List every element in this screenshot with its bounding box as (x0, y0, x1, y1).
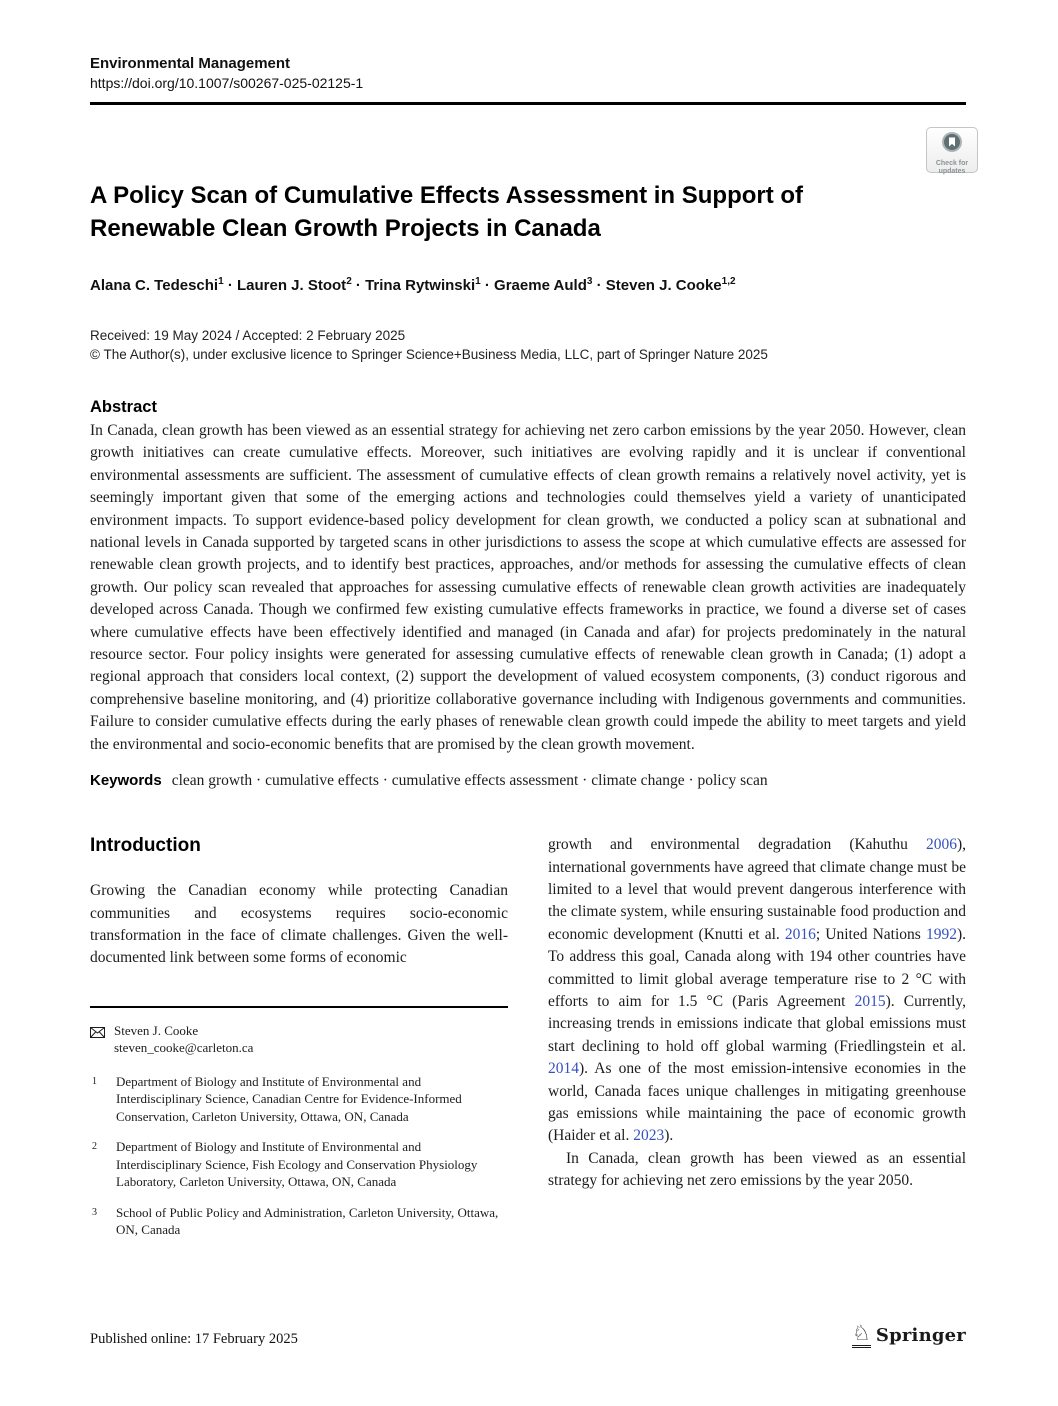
citation-link[interactable]: 2014 (548, 1060, 579, 1078)
correspondence-email[interactable]: steven_cooke@carleton.ca (114, 1040, 254, 1056)
text-segment: Lauren J. Stoot (237, 277, 347, 294)
citation-link[interactable]: 2016 (784, 925, 816, 943)
affiliation-superscript: 2 (346, 276, 352, 287)
received-accepted-line: Received: 19 May 2024 / Accepted: 2 February 2025 (90, 328, 406, 343)
article-meta (90, 326, 966, 364)
abstract-heading: Abstract (90, 398, 157, 416)
text-segment: · (592, 277, 606, 294)
affiliation-item (90, 1204, 508, 1239)
text-segment: · (351, 277, 366, 294)
abstract-section (90, 396, 966, 792)
springer-horse-icon: ♘ (852, 1323, 871, 1348)
affiliation-sup: 3 (92, 1206, 97, 1218)
affiliation-superscript: 3 (586, 276, 593, 287)
affiliation-superscript: 1 (218, 276, 224, 287)
citation-link[interactable]: 2023 (633, 1127, 665, 1145)
check-for-updates-badge[interactable] (926, 127, 978, 173)
text-segment: Graeme Auld (494, 277, 587, 294)
text-segment: ; United Nations (815, 925, 926, 943)
text-segment: Steven J. Cooke (605, 277, 722, 294)
check-for-updates-label: Check for updates (935, 160, 969, 175)
affiliation-text: School of Public Policy and Administration, Carleton University, Ottawa, ON, Canada (116, 1204, 499, 1238)
published-online: Published online: 17 February 2025 (90, 1331, 298, 1347)
page-header (90, 54, 966, 105)
text-segment: ). To address this goal, Canada along with 194 other countries have committed to limit global average temperature rise to 2 °C with efforts to aim for 1.5 °C (Paris Agreement (548, 925, 966, 1010)
keywords-text: clean growth · cumulative effects · cumulative effects assessment · climate change · policy scan (171, 772, 768, 790)
header-rule (90, 102, 966, 105)
copyright-line: © The Author(s), under exclusive licence to Springer Science+Business Media, LLC, part of Springer Nature 2025 (90, 347, 768, 362)
email-envelope-icon (90, 1022, 105, 1057)
correspondence-name: Steven J. Cooke (114, 1022, 199, 1038)
article-title-line-1: A Policy Scan of Cumulative Effects Assessment in Support of (90, 182, 804, 209)
affiliation-superscript: 1,2 (721, 276, 736, 287)
affiliation-text: Department of Biology and Institute of Environmental and Interdisciplinary Science, Canadian Centre for Evidence-Informed Conservation, Carleton University, Ottawa, ON, Canada (116, 1073, 462, 1124)
footnote-block (90, 1006, 508, 1239)
footnote-rule (90, 1006, 508, 1008)
citation-link[interactable]: 2006 (925, 836, 957, 854)
correspondence-block (90, 1022, 508, 1057)
keywords-label: Keywords (90, 772, 162, 790)
article-title-line-2: Renewable Clean Growth Projects in Canada (90, 215, 601, 242)
text-segment: ). As one of the most emission-intensive economies in the world, Canada faces unique challenges in mitigating greenhouse gas emissions while maintaining the pace of economic growth (Haider et al. (548, 1060, 966, 1145)
affiliation-text: Department of Biology and Institute of Environmental and Interdisciplinary Science, Fish Ecology and Conservation Physiology Laboratory, Carleton University, Ottawa, ON, Canada (116, 1139, 478, 1190)
doi-link[interactable]: https://doi.org/10.1007/s00267-025-02125-1 (90, 75, 364, 91)
affiliation-item (90, 1138, 508, 1191)
affiliation-sup: 1 (92, 1075, 97, 1087)
text-segment: ). Currently, increasing trends in emissions indicate that global emissions must start declining to hold off global warming (Friedlingstein et al. (548, 992, 967, 1055)
text-segment: ). (664, 1127, 674, 1145)
affiliation-sup: 2 (92, 1141, 97, 1153)
text-segment: · (223, 277, 237, 294)
intro-paragraph-right (548, 834, 966, 1148)
page-footer (90, 1323, 966, 1348)
keywords-line (90, 770, 966, 792)
springer-logo (852, 1323, 966, 1348)
intro-paragraph-right-2: In Canada, clean growth has been viewed as an essential strategy for achieving net zero emissions by the year 2050. (548, 1149, 966, 1190)
citation-link[interactable]: 2015 (854, 992, 886, 1010)
section-heading-introduction: Introduction (90, 835, 201, 857)
text-segment: ), international governments have agreed that climate change must be limited to a level that would prevent dangerous interference with the climate system, while ensuring sustainable food production and economic development (Knutti et al. (548, 836, 966, 943)
text-segment: · (480, 277, 495, 294)
abstract-body: In Canada, clean growth has been viewed as an essential strategy for achieving net zero carbon emissions by the year 2050. However, clean growth initiatives can create cumulative effects. Moreover, such initiatives are evolving rapidly and it is unclear if conventional environmental assessments are sufficient. The assessment of cumulative effects of clean growth remains a relatively novel activity, yet is seemingly important given that some of the emerging actions and technologies could themselves yield a variety of unanticipated environment impacts. To support evidence-based policy development for clean growth, we conducted a policy scan at subnational and national levels in Canada supported by targeted scans in other jurisdictions to assess the scope at which cumulative effects are assessed for renewable clean growth projects, and to identify best practices, approaches, and/or methods for assessing the cumulative effects of clean growth. Our policy scan revealed that approaches for assessing cumulative effects of renewable clean growth activities are inadequately developed across Canada. Though we confirmed few existing cumulative effects frameworks in practice, we found a diverse set of cases where cumulative effects have been effectively identified and managed (in Canada and afar) for projects predominately in the natural resource sector. Four policy insights were generated for assessing cumulative effects of renewable clean growth in Canada; (1) adopt a regional approach that considers local context, (2) support the development of valued ecosystem components, (3) conduct rigorous and comprehensive baseline monitoring, and (4) prioritize collaborative governance including with Indigenous governments and communities. Failure to consider cumulative effects during the early phases of renewable clean growth could impede the ability to meet targets and yield the environmental and socio-economic benefits that are promised by the clean growth movement. (90, 422, 966, 753)
text-segment: growth and environmental degradation (Kahuthu (548, 836, 926, 854)
right-column (548, 834, 966, 1252)
text-segment: Trina Rytwinski (365, 277, 476, 294)
springer-wordmark: Springer (875, 1325, 966, 1346)
journal-name: Environmental Management (90, 55, 291, 72)
article-title (90, 179, 966, 245)
intro-paragraph-left: Growing the Canadian economy while protecting Canadian communities and ecosystems requires socio-economic transformation in the face of climate challenges. Given the well-documented link between some forms of economic (90, 882, 508, 967)
author-list (90, 271, 966, 296)
affiliation-superscript: 1 (475, 276, 481, 287)
affiliation-item (90, 1073, 508, 1126)
left-column (90, 834, 508, 1252)
citation-link[interactable]: 1992 (925, 925, 957, 943)
two-column-body (90, 834, 966, 1252)
text-segment: Alana C. Tedeschi (90, 277, 219, 294)
check-for-updates-icon (941, 131, 963, 158)
